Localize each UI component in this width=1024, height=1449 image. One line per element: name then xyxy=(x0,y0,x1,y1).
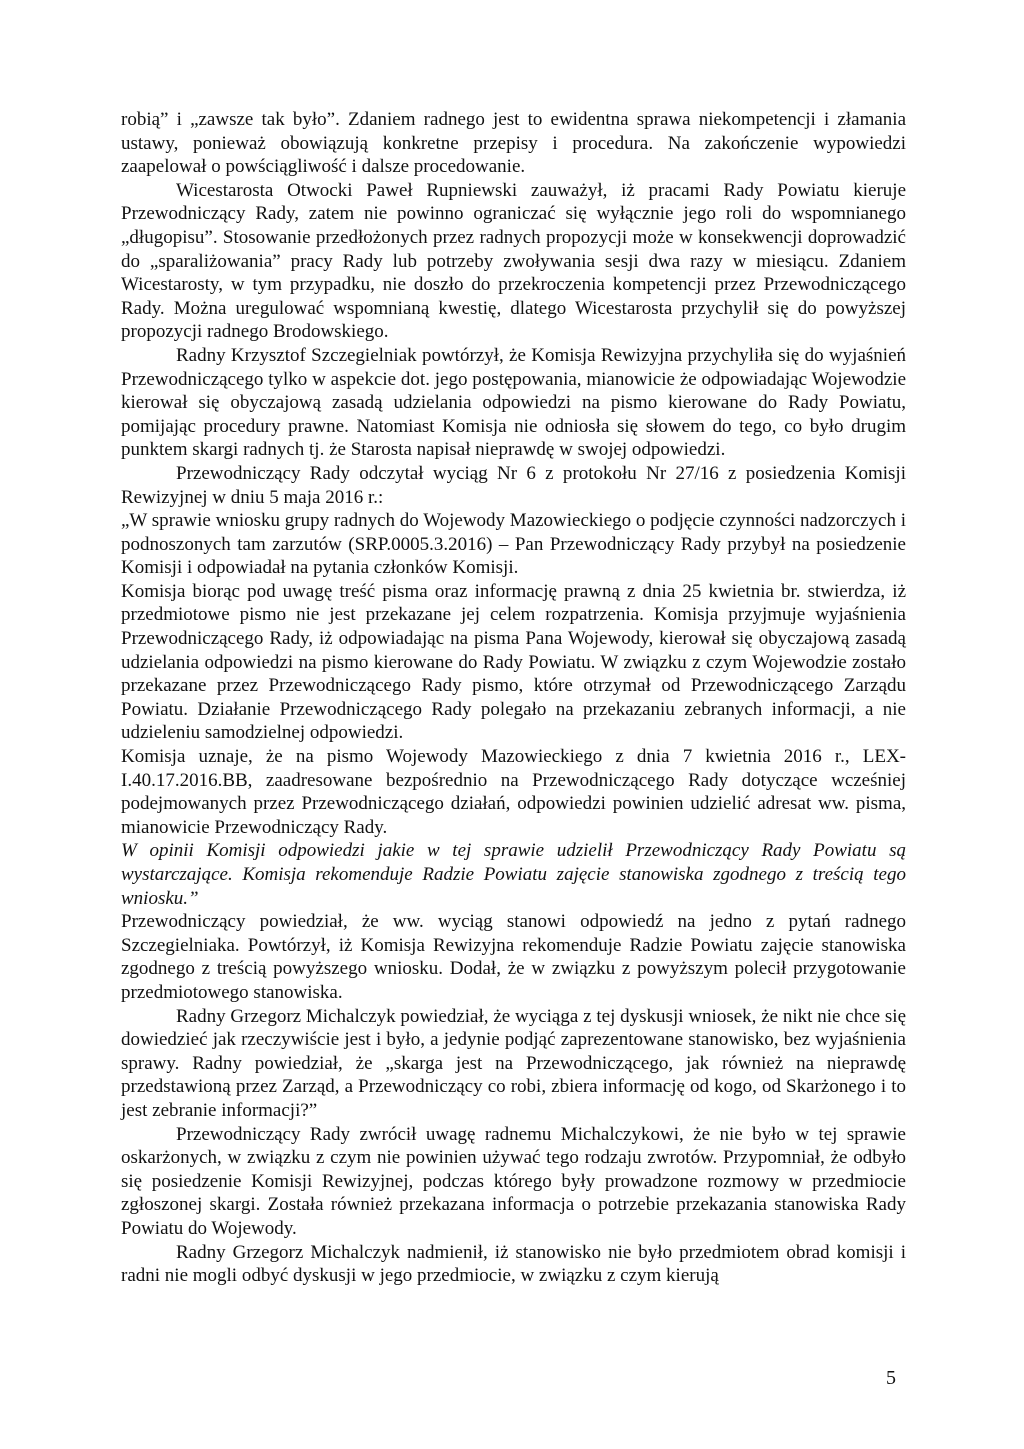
paragraph-12: Radny Grzegorz Michalczyk nadmienił, iż stanowisko nie było przedmiotem obrad komisji i radni nie mogli odbyć dyskusji w jego przedmiocie, w związku z czym kierują xyxy=(121,1241,906,1287)
paragraph-8: W opinii Komisji odpowiedzi jakie w tej sprawie udzielił Przewodniczący Rady Powiatu są wystarczające. Komisja rekomenduje Radzie Powiatu zajęcie stanowiska zgodnego z treścią tego wniosku.” xyxy=(121,840,906,909)
paragraph-3: Radny Krzysztof Szczegielniak powtórzył, że Komisja Rewizyjna przychyliła się do wyjaśnień Przewodniczącego tylko w aspekcie dot. jego postępowania, mianowicie że odpowiadając Wojewodzie kierował się obyczajową zasadą udzielania odpowiedzi na pismo kierowane do Rady Powiatu, pomijając procedury prawne. Natomiast Komisja nie odniosła się słowem do tego, co było drugim punktem skargi radnych tj. że Starosta napisał nieprawdę w swojej odpowiedzi. xyxy=(121,344,906,461)
paragraph-6: Komisja biorąc pod uwagę treść pisma oraz informację prawną z dnia 25 kwietnia br. stwierdza, iż przedmiotowe pismo nie jest przekazane jej celem rozpatrzenia. Komisja przyjmuje wyjaśnienia Przewodniczącego Rady, iż odpowiadając na pisma Pana Wojewody, kierował się obyczajową zasadą udzielania odpowiedzi na pismo kierowane do Rady Powiatu. W związku z czym Wojewodzie zostało przekazane przez Przewodniczącego Rady pismo, które otrzymał od Przewodniczącego Zarządu Powiatu. Działanie Przewodniczącego Rady polegało na przekazaniu zebranych informacji, a nie udzieleniu samodzielnej odpowiedzi. xyxy=(121,580,906,744)
paragraph-10: Radny Grzegorz Michalczyk powiedział, że wyciąga z tej dyskusji wniosek, że nikt nie chce się dowiedzieć jak rzeczywiście jest i było, a jedynie podjąć zaprezentowane stanowisko, bez wyjaśnienia sprawy. Radny powiedział, że „skarga jest na Przewodniczącego, jak również na nieprawdę przedstawioną przez Zarząd, a Przewodniczący co robi, zbiera informację od kogo, od Skarżonego i to jest zebranie informacji?” xyxy=(121,1005,906,1121)
paragraph-1: robią” i „zawsze tak było”. Zdaniem radnego jest to ewidentna sprawa niekompetencji i złamania ustawy, ponieważ obowiązują konkretne przepisy i procedura. Na zakończenie wypowiedzi zaapelował o powściągliwość i dalsze procedowanie. xyxy=(121,109,906,178)
page-number: 5 xyxy=(886,1367,896,1389)
paragraph-2: Wicestarosta Otwocki Paweł Rupniewski zauważył, iż pracami Rady Powiatu kieruje Przewodniczący Rady, zatem nie powinno ograniczać się wyłącznie jego roli do wspomnianego „długopisu”. Stosowanie przedłożonych przez radnych propozycji może w konsekwencji doprowadzić do „sparaliżowania” pracy Rady lub potrzeby zwoływania sesji dwa razy w miesiącu. Zdaniem Wicestarosty, w tym przypadku, nie doszło do przekroczenia kompetencji przez Przewodniczącego Rady. Można uregulować wspomnianą kwestię, dlatego Wicestarosta przychylił się do powyższej propozycji radnego Brodowskiego. xyxy=(121,179,906,343)
paragraph-11: Przewodniczący Rady zwrócił uwagę radnemu Michalczykowi, że nie było w tej sprawie oskarżonych, w związku z czym nie powinien używać tego rodzaju zwrotów. Przypomniał, że odbyło się posiedzenie Komisji Rewizyjnej, podczas którego były prowadzone rozmowy w przedmiocie zgłoszonej skargi. Została również przekazana informacja o potrzebie przekazania stanowiska Rady Powiatu do Wojewody. xyxy=(121,1123,906,1239)
document-body xyxy=(121,108,906,1288)
paragraph-4: Przewodniczący Rady odczytał wyciąg Nr 6 z protokołu Nr 27/16 z posiedzenia Komisji Rewizyjnej w dniu 5 maja 2016 r.: xyxy=(121,462,906,508)
paragraph-9: Przewodniczący powiedział, że ww. wyciąg stanowi odpowiedź na jedno z pytań radnego Szczegielniaka. Powtórzył, iż Komisja Rewizyjna rekomenduje Radzie Powiatu zajęcie stanowiska zgodnego z treścią powyższego wniosku. Dodał, że w związku z powyższym polecił przygotowanie przedmiotowego stanowiska. xyxy=(121,911,906,1003)
paragraph-5: „W sprawie wniosku grupy radnych do Wojewody Mazowieckiego o podjęcie czynności nadzorczych i podnoszonych tam zarzutów (SRP.0005.3.2016) – Pan Przewodniczący Rady przybył na posiedzenie Komisji i odpowiadał na pytania członków Komisji. xyxy=(121,510,906,579)
paragraph-7: Komisja uznaje, że na pismo Wojewody Mazowieckiego z dnia 7 kwietnia 2016 r., LEX-I.40.17.2016.BB, zaadresowane bezpośrednio na Przewodniczącego Rady dotyczące wcześniej podejmowanych przez Przewodniczącego działań, odpowiedzi powinien udzielić adresat ww. pisma, mianowicie Przewodniczący Rady. xyxy=(121,746,906,838)
